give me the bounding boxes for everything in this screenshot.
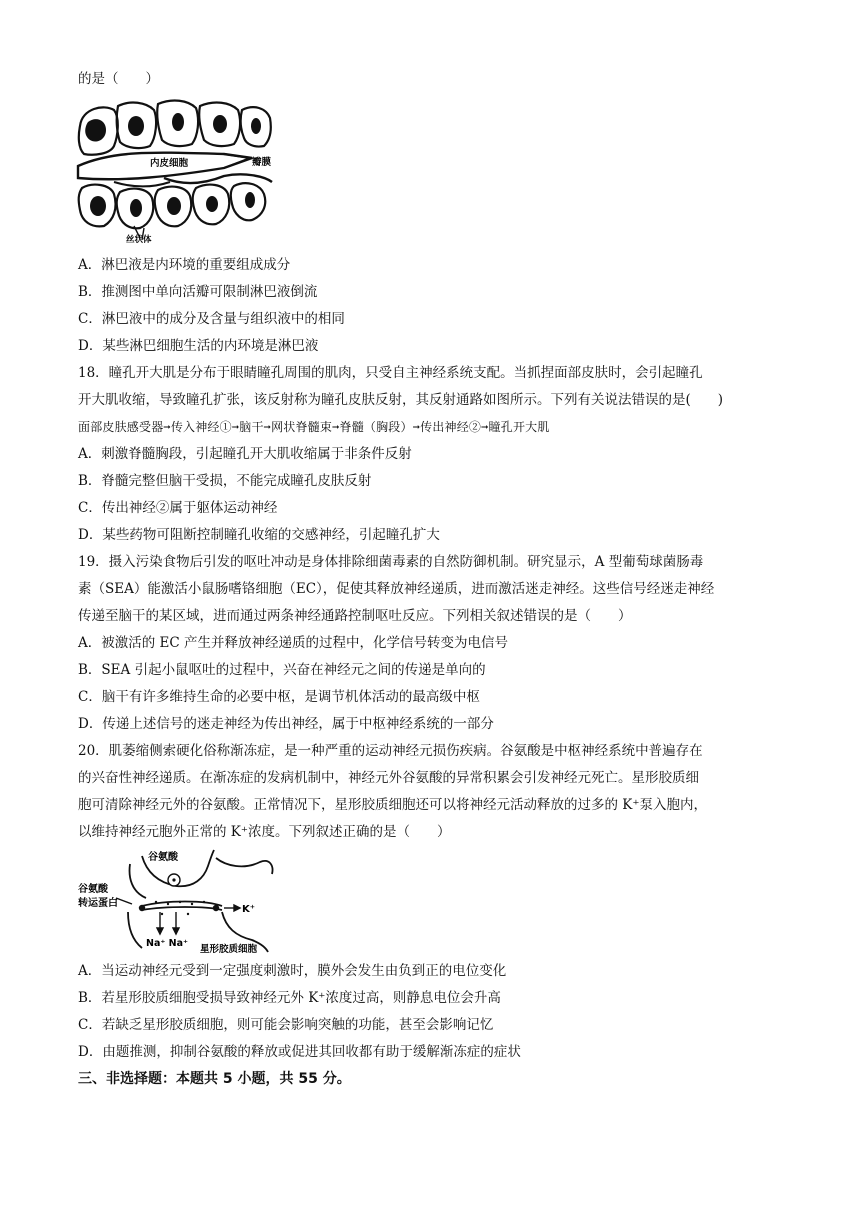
q19-option-c: C．脑干有许多维持生命的必要中枢，是调节机体活动的最高级中枢 <box>78 689 480 705</box>
q18-stem-line-1: 18．瞳孔开大肌是分布于眼睛瞳孔周围的肌肉，只受自主神经系统支配。当抓捏面部皮肤时，会引起瞳孔 <box>78 365 703 381</box>
q18-option-b: B．脊髓完整但脑干受损，不能完成瞳孔皮肤反射 <box>78 473 372 489</box>
q17-option-d: D．某些淋巴细胞生活的内环境是淋巴液 <box>78 338 319 354</box>
q20-option-a: A．当运动神经元受到一定强度刺激时，膜外会发生由负到正的电位变化 <box>78 963 507 979</box>
label-valve: 瓣膜 <box>252 157 272 168</box>
q18-option-c: C．传出神经②属于躯体运动神经 <box>78 500 278 516</box>
q18-stem-line-2: 开大肌收缩，导致瞳孔扩张，该反射称为瞳孔皮肤反射，其反射通路如图所示。下列有关说法错误的是( ) <box>78 392 724 408</box>
q17-option-a: A．淋巴液是内环境的重要组成成分 <box>78 257 291 273</box>
q19-option-a: A．被激活的 EC 产生并释放神经递质的过程中，化学信号转变为电信号 <box>78 635 509 651</box>
q18-option-a: A．刺激脊髓胸段，引起瞳孔开大肌收缩属于非条件反射 <box>78 446 412 462</box>
label-glutamate: 谷氨酸 <box>148 852 178 863</box>
q17-stem-tail: 的是（ ） <box>78 71 159 87</box>
q19-option-b: B．SEA 引起小鼠呕吐的过程中，兴奋在神经元之间的传递是单向的 <box>78 662 486 678</box>
q19-option-d: D．传递上述信号的迷走神经为传出神经，属于中枢神经系统的一部分 <box>78 716 494 732</box>
section-3-heading: 三、非选择题：本题共 5 小题，共 55 分。 <box>78 1071 351 1087</box>
synapse-astrocyte-figure <box>76 848 276 954</box>
q20-stem-line-1: 20．肌萎缩侧索硬化俗称渐冻症，是一种严重的运动神经元损伤疾病。谷氨酸是中枢神经系统中普遍存在 <box>78 743 703 759</box>
q20-option-c: C．若缺乏星形胶质细胞，则可能会影响突触的功能，甚至会影响记忆 <box>78 1017 494 1033</box>
q19-stem-line-2: 素（SEA）能激活小鼠肠嗜铬细胞（EC），促使其释放神经递质，进而激活迷走神经。这些信号经迷走神经 <box>78 581 715 597</box>
label-transporter-line-1: 谷氨酸 <box>78 884 108 895</box>
q18-option-d: D．某些药物可阻断控制瞳孔收缩的交感神经，引起瞳孔扩大 <box>78 527 440 543</box>
lymph-capillary-figure <box>74 96 274 244</box>
label-na-ions: Na⁺ Na⁺ <box>146 938 189 949</box>
q19-stem-line-3: 传递至脑干的某区域，进而通过两条神经通路控制呕吐反应。下列相关叙述错误的是（ ） <box>78 608 632 624</box>
q20-option-d: D．由题推测，抑制谷氨酸的释放或促进其回收都有助于缓解渐冻症的症状 <box>78 1044 521 1060</box>
q17-option-c: C．淋巴液中的成分及含量与组织液中的相同 <box>78 311 345 327</box>
q20-stem-line-4: 以维持神经元胞外正常的 K⁺浓度。下列叙述正确的是（ ） <box>78 824 451 840</box>
q18-reflex-pathway: 面部皮肤感受器➞传入神经①➞脑干➞网状脊髓束➞脊髓（胸段）➞传出神经②➞瞳孔开大肌 <box>78 420 550 434</box>
label-k-ion: K⁺ <box>242 904 256 915</box>
label-transporter-line-2: 转运蛋白 <box>78 898 118 909</box>
q20-stem-line-3: 胞可清除神经元外的谷氨酸。正常情况下，星形胶质细胞还可以将神经元活动释放的过多的 K⁺泵入胞内， <box>78 797 708 813</box>
q20-option-b: B．若星形胶质细胞受损导致神经元外 K⁺浓度过高，则静息电位会升高 <box>78 990 501 1006</box>
label-astrocyte: 星形胶质细胞 <box>200 944 258 954</box>
label-endothelial: 内皮细胞 <box>150 158 189 169</box>
label-filament: 丝状体 <box>126 235 152 244</box>
q20-stem-line-2: 的兴奋性神经递质。在渐冻症的发病机制中，神经元外谷氨酸的异常积累会引发神经元死亡。星形胶质细 <box>78 770 699 786</box>
q17-option-b: B．推测图中单向活瓣可限制淋巴液倒流 <box>78 284 318 300</box>
q19-stem-line-1: 19．摄入污染食物后引发的呕吐冲动是身体排除细菌毒素的自然防御机制。研究显示，A 型葡萄球菌肠毒 <box>78 554 704 570</box>
